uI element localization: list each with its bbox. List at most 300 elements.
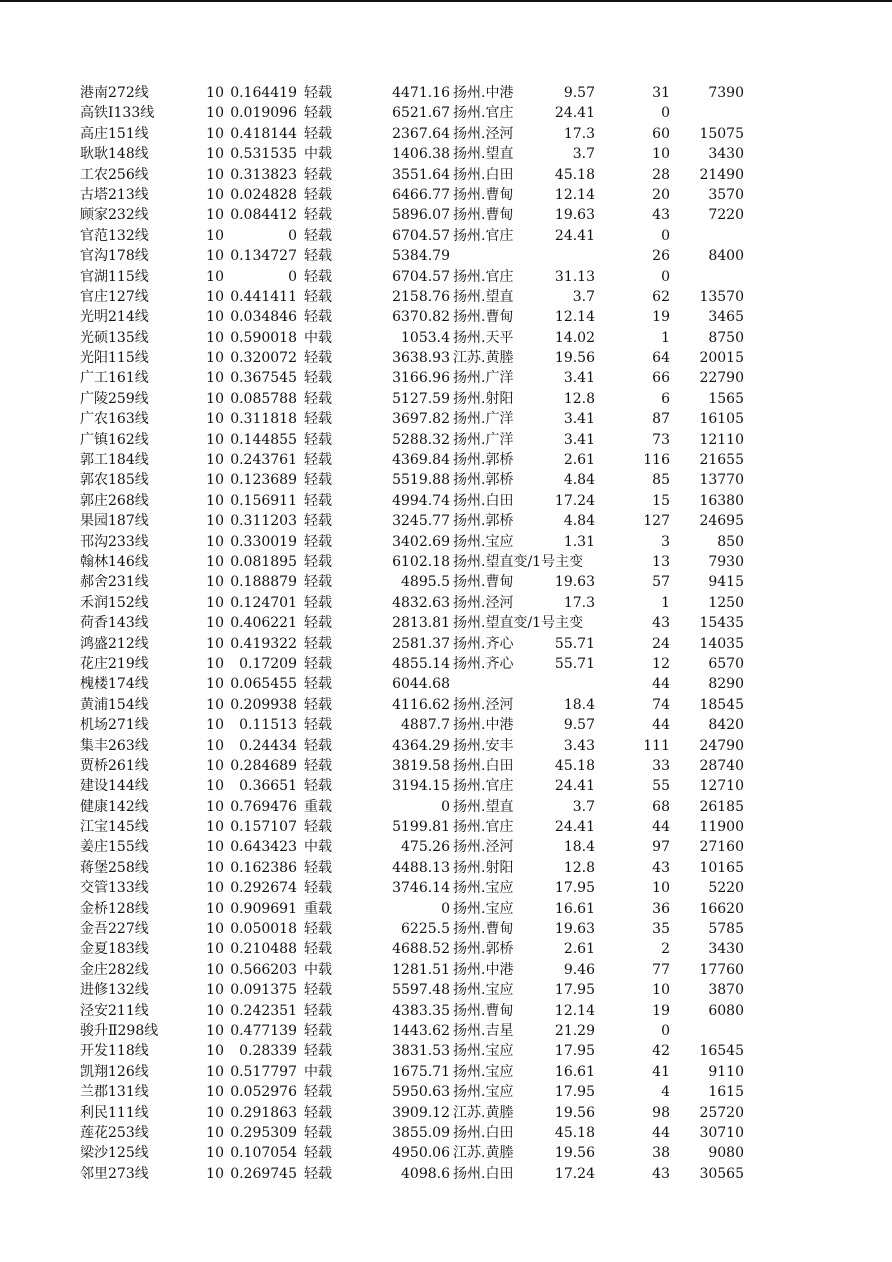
substation-cell: 扬州.曹甸: [453, 1002, 514, 1019]
load-ratio-cell: 0.477139: [230, 1022, 297, 1039]
load-status-cell: 轻载: [304, 288, 332, 305]
capacity-cell: 0: [441, 900, 450, 917]
line-name-cell: 利民111线: [80, 1104, 149, 1121]
capacity-cell: 2813.81: [392, 615, 450, 632]
load-status-cell: 轻载: [304, 105, 332, 122]
substation-cell: 扬州.泾河: [453, 594, 514, 611]
load-ratio-cell: 0.28339: [239, 1043, 297, 1060]
capacity-cell: 5127.59: [392, 390, 450, 407]
load-ratio-cell: 0: [288, 227, 297, 244]
load-status-cell: 轻载: [304, 1165, 332, 1182]
capacity-total-cell: 24695: [699, 513, 744, 530]
substation-cell: 扬州.官庄: [453, 105, 514, 122]
line-name-cell: 荷香143线: [80, 615, 149, 632]
rated-voltage-cell: 10: [206, 778, 224, 795]
load-status-cell: 轻载: [304, 778, 332, 795]
line-name-cell: 广农163线: [80, 411, 149, 428]
load-status-cell: 轻载: [304, 941, 332, 958]
substation-cell: 扬州.广洋: [453, 431, 514, 448]
load-status-cell: 轻载: [304, 248, 332, 265]
substation-cell: 扬州.曹甸: [453, 207, 514, 224]
capacity-cell: 3402.69: [392, 533, 450, 550]
capacity-cell: 3194.15: [392, 778, 450, 795]
rated-voltage-cell: 10: [206, 961, 224, 978]
line-name-cell: 广陵259线: [80, 390, 149, 407]
capacity-total-cell: 15075: [699, 125, 744, 142]
capacity-cell: 4383.35: [392, 1002, 450, 1019]
length-cell: 31.13: [554, 268, 595, 285]
load-status-cell: 轻载: [304, 717, 332, 734]
substation-cell: 扬州.宝应: [453, 900, 514, 917]
load-ratio-cell: 0.050018: [230, 921, 297, 938]
load-ratio-cell: 0.566203: [230, 961, 297, 978]
load-ratio-cell: 0.769476: [230, 798, 297, 815]
count-cell: 6: [661, 390, 670, 407]
substation-cell: 江苏.黄塍: [453, 350, 514, 367]
load-status-cell: 轻载: [304, 492, 332, 509]
length-cell: 4.84: [563, 513, 595, 530]
line-name-cell: 建设144线: [80, 778, 149, 795]
load-ratio-cell: 0.24434: [239, 737, 297, 754]
line-name-cell: 金夏183线: [80, 941, 149, 958]
count-cell: 43: [652, 1165, 670, 1182]
line-name-cell: 光明214线: [80, 309, 149, 326]
count-cell: 98: [652, 1104, 670, 1121]
capacity-cell: 2581.37: [392, 635, 450, 652]
load-status-cell: 轻载: [304, 1084, 332, 1101]
length-cell: 17.95: [554, 982, 595, 999]
line-name-cell: 郭庄268线: [80, 492, 149, 509]
substation-cell: 扬州.望直: [453, 288, 514, 305]
load-ratio-cell: 0.291863: [230, 1104, 297, 1121]
capacity-cell: 6225.5: [401, 921, 450, 938]
load-status-cell: 轻载: [304, 350, 332, 367]
rated-voltage-cell: 10: [206, 309, 224, 326]
load-status-cell: 轻载: [304, 370, 332, 387]
substation-cell: 扬州.中港: [453, 85, 514, 101]
load-ratio-cell: 0.517797: [230, 1063, 297, 1080]
count-cell: 57: [652, 574, 670, 591]
capacity-cell: 4994.74: [392, 492, 450, 509]
load-ratio-cell: 0.091375: [230, 982, 297, 999]
length-cell: 21.29: [554, 1022, 595, 1039]
line-name-cell: 金庄282线: [80, 961, 149, 978]
rated-voltage-cell: 10: [206, 1002, 224, 1019]
rated-voltage-cell: 10: [206, 146, 224, 163]
rated-voltage-cell: 10: [206, 921, 224, 938]
length-cell: 2.61: [563, 941, 595, 958]
capacity-cell: 3166.96: [392, 370, 450, 387]
load-status-cell: 轻载: [304, 757, 332, 774]
load-status-cell: 轻载: [304, 390, 332, 407]
substation-cell: 扬州.曹甸: [453, 921, 514, 938]
rated-voltage-cell: 10: [206, 1104, 224, 1121]
capacity-cell: 6466.77: [392, 186, 450, 203]
line-name-cell: 兰郡131线: [80, 1084, 149, 1101]
substation-cell: 扬州.宝应: [453, 1063, 514, 1080]
length-cell: 17.24: [554, 1165, 595, 1182]
line-name-cell: 邗沟233线: [80, 533, 149, 550]
capacity-total-cell: 8750: [708, 329, 744, 346]
count-cell: 42: [652, 1043, 670, 1060]
substation-cell: 扬州.广洋: [453, 411, 514, 428]
substation-cell: 江苏.黄塍: [453, 1145, 514, 1162]
line-name-cell: 广工161线: [80, 370, 149, 387]
substation-cell: 扬州.曹甸: [453, 574, 514, 591]
rated-voltage-cell: 10: [206, 615, 224, 632]
capacity-total-cell: 3430: [708, 941, 744, 958]
length-cell: 19.63: [554, 921, 595, 938]
load-status-cell: 轻载: [304, 1145, 332, 1162]
load-ratio-cell: 0.269745: [230, 1165, 297, 1182]
substation-cell: 扬州.齐心: [453, 635, 514, 652]
capacity-cell: 3551.64: [392, 166, 450, 183]
rated-voltage-cell: 10: [206, 1165, 224, 1182]
rated-voltage-cell: 10: [206, 941, 224, 958]
rated-voltage-cell: 10: [206, 900, 224, 917]
substation-cell: 扬州.望直: [453, 798, 514, 815]
length-cell: 9.57: [563, 717, 595, 734]
load-ratio-cell: 0.123689: [230, 472, 297, 489]
load-status-cell: 轻载: [304, 186, 332, 203]
line-name-cell: 古塔213线: [80, 186, 149, 203]
length-cell: 3.41: [563, 411, 595, 428]
rated-voltage-cell: 10: [206, 268, 224, 285]
length-cell: 1.31: [563, 533, 595, 550]
line-name-cell: 黄浦154线: [80, 696, 149, 713]
line-name-cell: 耿耿148线: [80, 146, 149, 163]
capacity-cell: 4855.14: [392, 655, 450, 672]
capacity-cell: 2158.76: [392, 288, 450, 305]
capacity-cell: 1406.38: [392, 146, 450, 163]
capacity-total-cell: 10165: [699, 859, 744, 876]
capacity-cell: 6370.82: [392, 309, 450, 326]
count-cell: 73: [652, 431, 670, 448]
load-ratio-cell: 0.188879: [230, 574, 297, 591]
capacity-total-cell: 7930: [708, 553, 744, 570]
load-status-cell: 轻载: [304, 553, 332, 570]
load-status-cell: 轻载: [304, 676, 332, 693]
count-cell: 19: [652, 309, 670, 326]
capacity-total-cell: 17760: [699, 961, 744, 978]
line-name-cell: 贾桥261线: [80, 757, 149, 774]
length-cell: 3.7: [572, 146, 595, 163]
length-cell: 24.41: [554, 227, 595, 244]
length-cell: 24.41: [554, 105, 595, 122]
rated-voltage-cell: 10: [206, 859, 224, 876]
count-cell: 31: [652, 85, 670, 101]
load-ratio-cell: 0.311818: [230, 411, 297, 428]
load-status-cell: 轻载: [304, 594, 332, 611]
rated-voltage-cell: 10: [206, 696, 224, 713]
capacity-total-cell: 12110: [699, 431, 744, 448]
count-cell: 28: [652, 166, 670, 183]
capacity-cell: 6102.18: [392, 553, 450, 570]
rated-voltage-cell: 10: [206, 737, 224, 754]
capacity-total-cell: 28740: [699, 757, 744, 774]
rated-voltage-cell: 10: [206, 431, 224, 448]
capacity-total-cell: 5220: [708, 880, 744, 897]
line-name-cell: 鸿盛212线: [80, 635, 149, 652]
load-status-cell: 中载: [304, 839, 332, 856]
substation-cell: 扬州.曹甸: [453, 309, 514, 326]
capacity-cell: 5288.32: [392, 431, 450, 448]
rated-voltage-cell: 10: [206, 227, 224, 244]
substation-cell: 扬州.中港: [453, 717, 514, 734]
count-cell: 35: [652, 921, 670, 938]
load-ratio-cell: 0.242351: [230, 1002, 297, 1019]
count-cell: 38: [652, 1145, 670, 1162]
load-ratio-cell: 0.313823: [230, 166, 297, 183]
load-ratio-cell: 0.590018: [230, 329, 297, 346]
load-status-cell: 轻载: [304, 819, 332, 836]
rated-voltage-cell: 10: [206, 248, 224, 265]
length-cell: 12.14: [554, 186, 595, 203]
rated-voltage-cell: 10: [206, 1084, 224, 1101]
count-cell: 3: [661, 533, 670, 550]
line-name-cell: 进修132线: [80, 982, 149, 999]
count-cell: 0: [661, 1022, 670, 1039]
count-cell: 68: [652, 798, 670, 815]
line-name-cell: 港南272线: [80, 85, 149, 101]
rated-voltage-cell: 10: [206, 390, 224, 407]
load-ratio-cell: 0.081895: [230, 553, 297, 570]
substation-cell: 扬州.安丰: [453, 737, 514, 754]
load-ratio-cell: 0.243761: [230, 452, 297, 469]
line-name-cell: 金吾227线: [80, 921, 149, 938]
capacity-cell: 4471.16: [392, 85, 450, 101]
count-cell: 43: [652, 615, 670, 632]
load-ratio-cell: 0.292674: [230, 880, 297, 897]
length-cell: 16.61: [554, 900, 595, 917]
load-ratio-cell: 0.419322: [230, 635, 297, 652]
line-name-cell: 郭农185线: [80, 472, 149, 489]
count-cell: 0: [661, 227, 670, 244]
capacity-cell: 3638.93: [392, 350, 450, 367]
length-cell: 9.57: [563, 85, 595, 101]
line-name-cell: 官湖115线: [80, 268, 149, 285]
line-name-cell: 机场271线: [80, 717, 149, 734]
substation-cell: 扬州.射阳: [453, 859, 514, 876]
load-status-cell: 轻载: [304, 207, 332, 224]
load-ratio-cell: 0.124701: [230, 594, 297, 611]
substation-cell: 扬州.望直变/1号主变: [453, 553, 584, 570]
load-status-cell: 中载: [304, 329, 332, 346]
load-ratio-cell: 0.210488: [230, 941, 297, 958]
load-status-cell: 轻载: [304, 1104, 332, 1121]
load-ratio-cell: 0.209938: [230, 696, 297, 713]
capacity-total-cell: 6570: [708, 655, 744, 672]
capacity-total-cell: 30565: [699, 1165, 744, 1182]
rated-voltage-cell: 10: [206, 1043, 224, 1060]
load-status-cell: 中载: [304, 1063, 332, 1080]
capacity-cell: 5384.79: [392, 248, 450, 265]
load-ratio-cell: 0.36651: [239, 778, 297, 795]
length-cell: 12.8: [563, 390, 595, 407]
load-status-cell: 轻载: [304, 635, 332, 652]
rated-voltage-cell: 10: [206, 1124, 224, 1141]
count-cell: 55: [652, 778, 670, 795]
rated-voltage-cell: 10: [206, 798, 224, 815]
load-status-cell: 轻载: [304, 85, 332, 101]
count-cell: 127: [643, 513, 670, 530]
count-cell: 43: [652, 207, 670, 224]
capacity-total-cell: 21490: [699, 166, 744, 183]
count-cell: 87: [652, 411, 670, 428]
load-status-cell: 轻载: [304, 696, 332, 713]
count-cell: 20: [652, 186, 670, 203]
line-name-cell: 官沟178线: [80, 248, 149, 265]
line-name-cell: 泾安211线: [80, 1002, 149, 1019]
length-cell: 17.3: [563, 594, 595, 611]
rated-voltage-cell: 10: [206, 635, 224, 652]
substation-cell: 扬州.广洋: [453, 370, 514, 387]
count-cell: 0: [661, 268, 670, 285]
count-cell: 12: [652, 655, 670, 672]
rated-voltage-cell: 10: [206, 125, 224, 142]
load-ratio-cell: 0.085788: [230, 390, 297, 407]
capacity-total-cell: 16380: [699, 492, 744, 509]
count-cell: 24: [652, 635, 670, 652]
capacity-total-cell: 9110: [708, 1063, 744, 1080]
capacity-total-cell: 16105: [699, 411, 744, 428]
capacity-total-cell: 24790: [699, 737, 744, 754]
substation-cell: 扬州.官庄: [453, 268, 514, 285]
line-name-cell: 梁沙125线: [80, 1145, 149, 1162]
load-ratio-cell: 0.311203: [230, 513, 297, 530]
load-status-cell: 轻载: [304, 1022, 332, 1039]
count-cell: 60: [652, 125, 670, 142]
count-cell: 1: [661, 594, 670, 611]
capacity-total-cell: 6080: [708, 1002, 744, 1019]
count-cell: 33: [652, 757, 670, 774]
rated-voltage-cell: 10: [206, 452, 224, 469]
capacity-cell: 6704.57: [392, 227, 450, 244]
length-cell: 19.56: [554, 1104, 595, 1121]
load-status-cell: 轻载: [304, 1043, 332, 1060]
line-name-cell: 邻里273线: [80, 1165, 149, 1182]
count-cell: 62: [652, 288, 670, 305]
length-cell: 4.84: [563, 472, 595, 489]
capacity-total-cell: 5785: [708, 921, 744, 938]
line-name-cell: 光阳115线: [80, 350, 149, 367]
capacity-total-cell: 9080: [708, 1145, 744, 1162]
load-ratio-cell: 0.418144: [230, 125, 297, 142]
substation-cell: 扬州.天平: [453, 329, 514, 346]
rated-voltage-cell: 10: [206, 166, 224, 183]
count-cell: 10: [652, 146, 670, 163]
capacity-cell: 475.26: [401, 839, 450, 856]
count-cell: 1: [661, 329, 670, 346]
load-ratio-cell: 0.162386: [230, 859, 297, 876]
line-name-cell: 广镇162线: [80, 431, 149, 448]
line-name-cell: 槐楼174线: [80, 676, 149, 693]
count-cell: 85: [652, 472, 670, 489]
substation-cell: 扬州.白田: [453, 166, 514, 183]
load-ratio-cell: 0.284689: [230, 757, 297, 774]
load-ratio-cell: 0.019096: [230, 105, 297, 122]
capacity-total-cell: 27160: [699, 839, 744, 856]
capacity-total-cell: 850: [717, 533, 744, 550]
substation-cell: 扬州.白田: [453, 757, 514, 774]
line-name-cell: 官庄127线: [80, 288, 149, 305]
line-name-cell: 光硕135线: [80, 329, 149, 346]
line-name-cell: 高庄151线: [80, 125, 149, 142]
line-name-cell: 交管133线: [80, 880, 149, 897]
length-cell: 9.46: [563, 961, 595, 978]
count-cell: 97: [652, 839, 670, 856]
rated-voltage-cell: 10: [206, 492, 224, 509]
load-ratio-cell: 0.441411: [230, 288, 297, 305]
count-cell: 44: [652, 676, 670, 693]
capacity-total-cell: 9415: [708, 574, 744, 591]
load-ratio-cell: 0.320072: [230, 350, 297, 367]
load-status-cell: 轻载: [304, 737, 332, 754]
load-status-cell: 轻载: [304, 166, 332, 183]
substation-cell: 扬州.郭桥: [453, 513, 514, 530]
capacity-cell: 4895.5: [401, 574, 450, 591]
load-status-cell: 轻载: [304, 411, 332, 428]
load-ratio-cell: 0.157107: [230, 819, 297, 836]
substation-cell: 江苏.黄塍: [453, 1104, 514, 1121]
substation-cell: 扬州.泾河: [453, 839, 514, 856]
capacity-total-cell: 22790: [699, 370, 744, 387]
capacity-cell: 1053.4: [401, 329, 450, 346]
rated-voltage-cell: 10: [206, 880, 224, 897]
capacity-total-cell: 21655: [699, 452, 744, 469]
load-status-cell: 轻载: [304, 125, 332, 142]
capacity-cell: 4488.13: [392, 859, 450, 876]
rated-voltage-cell: 10: [206, 533, 224, 550]
rated-voltage-cell: 10: [206, 288, 224, 305]
count-cell: 0: [661, 105, 670, 122]
load-status-cell: 轻载: [304, 513, 332, 530]
length-cell: 19.63: [554, 207, 595, 224]
substation-cell: 扬州.官庄: [453, 227, 514, 244]
substation-cell: 扬州.宝应: [453, 533, 514, 550]
load-ratio-cell: 0.065455: [230, 676, 297, 693]
capacity-cell: 1443.62: [392, 1022, 450, 1039]
length-cell: 17.95: [554, 1043, 595, 1060]
count-cell: 10: [652, 880, 670, 897]
capacity-cell: 2367.64: [392, 125, 450, 142]
load-status-cell: 轻载: [304, 1124, 332, 1141]
capacity-cell: 4364.29: [392, 737, 450, 754]
load-status-cell: 轻载: [304, 227, 332, 244]
substation-cell: 扬州.吉星: [453, 1022, 514, 1039]
capacity-total-cell: 1250: [708, 594, 744, 611]
rated-voltage-cell: 10: [206, 655, 224, 672]
line-name-cell: 集丰263线: [80, 737, 149, 754]
line-name-cell: 郝舍231线: [80, 574, 149, 591]
capacity-total-cell: 3570: [708, 186, 744, 203]
capacity-cell: 4369.84: [392, 452, 450, 469]
load-ratio-cell: 0.144855: [230, 431, 297, 448]
load-status-cell: 轻载: [304, 880, 332, 897]
load-status-cell: 轻载: [304, 431, 332, 448]
substation-cell: 扬州.宝应: [453, 982, 514, 999]
capacity-cell: 0: [441, 798, 450, 815]
line-name-cell: 江宝145线: [80, 819, 149, 836]
substation-cell: 扬州.官庄: [453, 819, 514, 836]
capacity-total-cell: 8420: [708, 717, 744, 734]
rated-voltage-cell: 10: [206, 85, 224, 101]
load-ratio-cell: 0.084412: [230, 207, 297, 224]
length-cell: 12.14: [554, 1002, 595, 1019]
line-name-cell: 禾润152线: [80, 594, 149, 611]
capacity-cell: 1281.51: [392, 961, 450, 978]
line-name-cell: 莲花253线: [80, 1124, 149, 1141]
